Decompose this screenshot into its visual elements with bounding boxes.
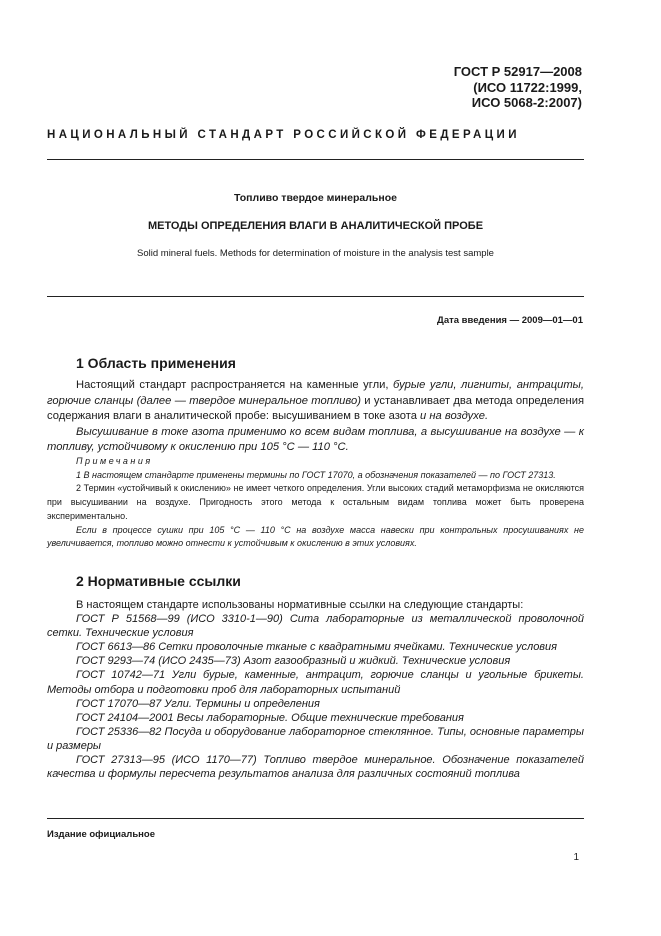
references-intro: В настоящем стандарте использованы нормативные ссылки на следующие стандарты: [76, 599, 524, 611]
reference-item: ГОСТ 10742—71 Угли бурые, каменные, антрацит, горючие сланцы и угольные брикеты. Методы отбора и подготовки проб для лабораторных испытаний [47, 669, 584, 696]
note-3: Если в процессе сушки при 105 °С — 110 °С на воздухе масса навески при контрольных просушиваниях не увеличивается, топливо можно отнести к устойчивым к окислению в этих условиях. [47, 524, 584, 549]
english-title: Solid mineral fuels. Methods for determination of moisture in the analysis test sample [137, 248, 494, 259]
national-standard-heading: НАЦИОНАЛЬНЫЙ СТАНДАРТ РОССИЙСКОЙ ФЕДЕРАЦИИ [47, 129, 520, 141]
document-title: МЕТОДЫ ОПРЕДЕЛЕНИЯ ВЛАГИ В АНАЛИТИЧЕСКОЙ ПРОБЕ [147, 220, 484, 232]
reference-item: ГОСТ 6613—86 Сетки проволочные тканые с квадратными ячейками. Технические условия [76, 641, 558, 654]
section-1-body [47, 378, 584, 456]
standard-code [454, 64, 582, 111]
introduction-date: Дата введения — 2009—01—01 [437, 315, 583, 326]
reference-item: ГОСТ 27313—95 (ИСО 1170—77) Топливо твердое минеральное. Обозначение показателей качества и формулы пересчета результатов анализа для различных состояний топлива [47, 754, 584, 781]
section-1-heading: 1 Область применения [76, 355, 236, 371]
section-2-heading: 2 Нормативные ссылки [76, 573, 241, 589]
reference-item: ГОСТ Р 51568—99 (ИСО 3310-1—90) Сита лабораторные из металлической проволочной сетки. Технические условия [47, 613, 584, 640]
title-divider [47, 296, 584, 297]
page-number: 1 [573, 852, 579, 863]
standard-code-line: (ИСО 11722:1999, [473, 79, 582, 95]
text-run: и устанавливает два метода определения содержания влаги в аналитической пробе: высушиванием в токе азота [47, 394, 585, 422]
header-divider [47, 159, 584, 160]
reference-item: ГОСТ 25336—82 Посуда и оборудование лабораторное стеклянное. Типы, основные параметры и размеры [47, 725, 584, 752]
standard-code-line: ГОСТ Р 52917—2008 [453, 64, 582, 79]
note-1: 1 В настоящем стандарте применены термины по ГОСТ 17070, а обозначения показателей — по ГОСТ 27313. [76, 469, 556, 480]
official-edition-label: Издание официальное [47, 829, 155, 840]
reference-item: ГОСТ 9293—74 (ИСО 2435—73) Азот газообразный и жидкий. Технические условия [76, 655, 511, 668]
note-2: 2 Термин «устойчивый к окислению» не имеет четкого определения. Угли высоких стадий метаморфизма не окисляются при высушивании на воздухе. Пригодность этого метода к остальным видам топлива может быть проверена экспериментально. [47, 483, 584, 521]
notes-label: Примечания [76, 456, 153, 466]
references-list [47, 598, 584, 781]
section-1-paragraph-2: Высушивание в токе азота применимо ко всем видам топлива, а высушивание на воздухе — к топливу, устойчивому к окислению при 105 °С — 110 °С. [47, 425, 584, 453]
reference-item: ГОСТ 24104—2001 Весы лабораторные. Общие технические требования [76, 711, 464, 724]
text-run-italic: бурые угли, лигниты, антрациты, горючие сланцы (далее — твердое минеральное топливо) [47, 379, 584, 407]
section-1-paragraph-1 [47, 378, 584, 425]
notes [47, 455, 584, 551]
text-run: Настоящий стандарт распространяется на каменные угли, [76, 379, 394, 391]
reference-item: ГОСТ 17070—87 Угли. Термины и определения [76, 697, 320, 710]
text-run-italic: и на воздухе. [420, 410, 489, 422]
standard-code-line: ИСО 5068-2:2007) [471, 95, 582, 110]
footer-divider [47, 818, 584, 819]
document-subtitle: Топливо твердое минеральное [234, 192, 397, 204]
